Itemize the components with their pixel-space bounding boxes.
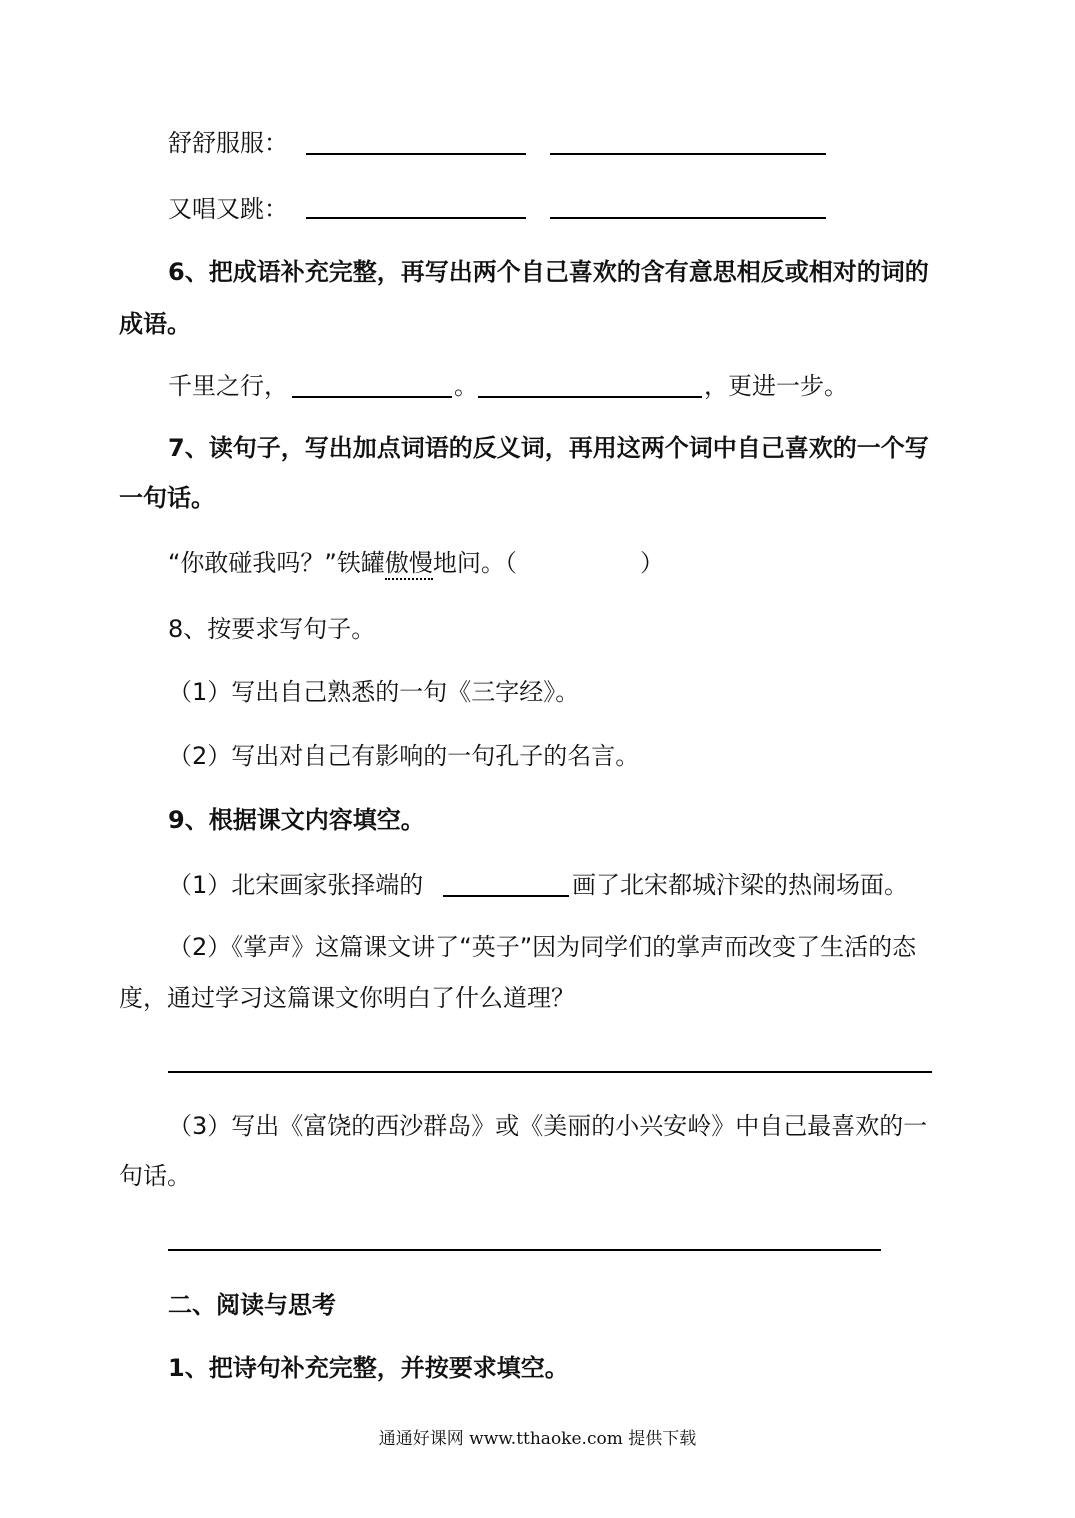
q7-dotted-word: 傲慢 [385,549,433,580]
q6-title-line2: 成语。 [119,310,191,338]
q9-item3-line1: （3）写出《富饶的西沙群岛》或《美丽的小兴安岭》中自己最喜欢的一 [168,1112,928,1140]
section2-heading: 二、阅读与思考 [168,1291,336,1319]
q8-item2: （2）写出对自己有影响的一句孔子的名言。 [168,742,640,770]
q6-idiom-prefix: 千里之行， [168,372,288,400]
q9-item2-line1: （2）《掌声》这篇课文讲了“英子”因为同学们的掌声而改变了生活的态 [168,933,917,961]
q9-item1-pre: （1）北宋画家张择端的 [168,871,424,899]
q5-row1-blank-1[interactable] [306,153,526,155]
q5-row2-blank-1[interactable] [306,217,526,219]
q9-item3-line2: 句话。 [119,1162,191,1190]
q5-row1-blank-2[interactable] [550,153,826,155]
q9-item2-line2: 度，通过学习这篇课文你明白了什么道理？ [119,984,575,1012]
section2-q1-title: 1、把诗句补充完整，并按要求填空。 [168,1354,569,1382]
q7-sentence-pre: “你敢碰我吗？”铁罐 [168,549,385,577]
q8-title: 8、按要求写句子。 [168,615,376,643]
q6-idiom-suffix: ，更进一步。 [704,372,848,400]
q5-row2-word: 又唱又跳： [168,195,288,223]
q6-idiom-blank-1[interactable] [292,396,452,398]
q6-idiom-mid: 。 [454,372,478,400]
q9-item1-post: 画了北宋都城汴梁的热闹场面。 [572,871,908,899]
q5-row2-blank-2[interactable] [550,217,826,219]
q8-item1: （1）写出自己熟悉的一句《三字经》。 [168,678,580,706]
q5-row1-word: 舒舒服服： [168,129,288,157]
q7-close-paren: ） [640,549,664,577]
q9-item3-answer-line[interactable] [168,1249,881,1251]
q7-sentence [168,548,517,578]
q9-item2-answer-line[interactable] [168,1071,932,1073]
q6-title-line1: 6、把成语补充完整，再写出两个自己喜欢的含有意思相反或相对的词的 [168,258,929,286]
page-footer: 通通好课网 www.tthaoke.com 提供下载 [378,1429,697,1449]
q7-title-line2: 一句话。 [119,484,215,512]
q6-idiom-blank-2[interactable] [478,396,702,398]
q9-item1-blank[interactable] [443,895,569,897]
q9-title: 9、根据课文内容填空。 [168,806,425,834]
q7-title-line1: 7、读句子，写出加点词语的反义词，再用这两个词中自己喜欢的一个写 [168,434,929,462]
q7-sentence-post: 地问。（ [432,549,517,577]
